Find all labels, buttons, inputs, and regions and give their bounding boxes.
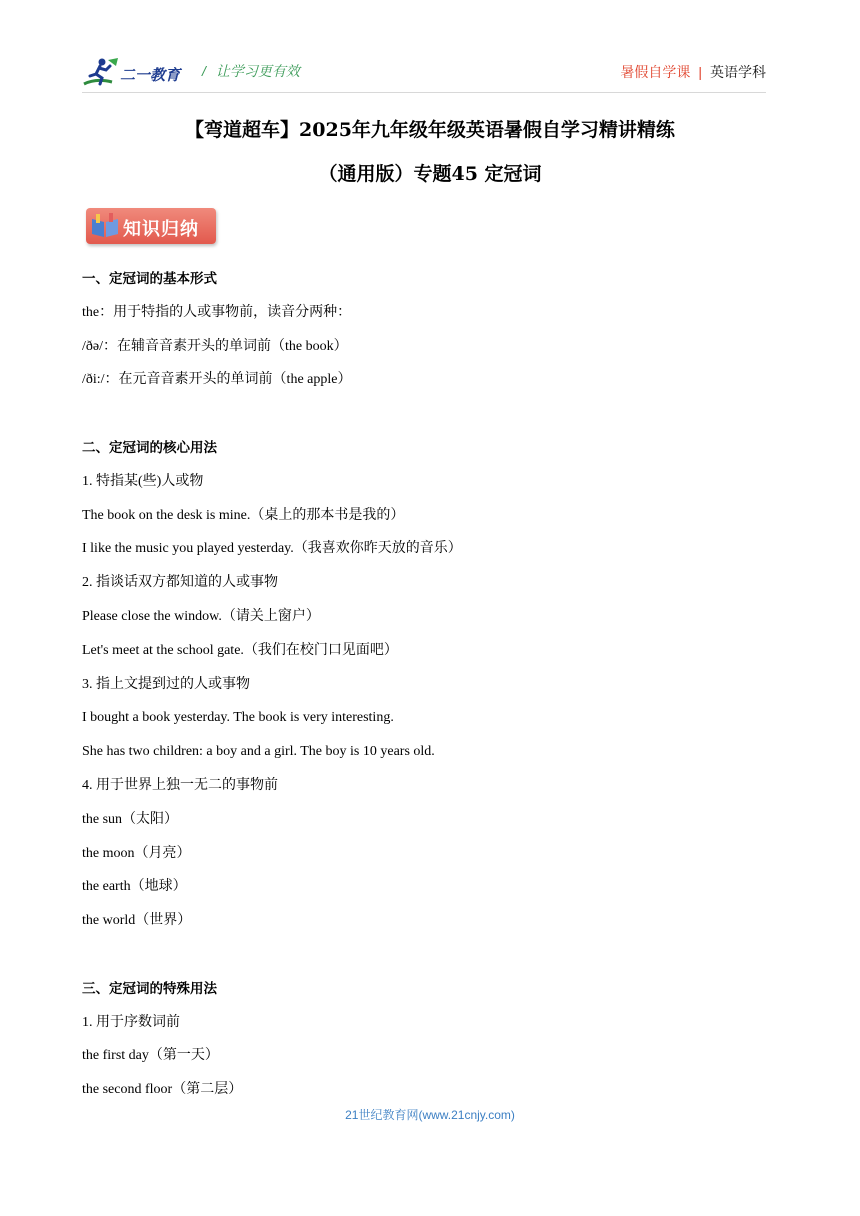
- text-line: 1. 用于序数词前: [82, 1014, 180, 1030]
- text-line: the earth（地球）: [82, 879, 187, 895]
- text-line: 2. 指谈话双方都知道的人或事物: [82, 575, 278, 591]
- text-line: /ðə/：在辅音音素开头的单词前（the book）: [82, 338, 348, 354]
- slogan-text: 让学习更有效: [215, 63, 300, 79]
- site-logo[interactable]: [82, 56, 192, 88]
- header-divider: |: [698, 64, 702, 80]
- section-heading: 三、定冠词的特殊用法: [82, 980, 217, 997]
- document-body: [82, 268, 772, 1113]
- text-line: the sun（太阳）: [82, 811, 179, 827]
- text-line: Please close the window.（请关上窗户）: [82, 608, 320, 624]
- text-line: 3. 指上文提到过的人或事物: [82, 676, 250, 692]
- text-line: 1. 特指某(些)人或物: [82, 473, 204, 489]
- blank-line: [82, 944, 772, 978]
- text-line: /ði:/：在元音音素开头的单词前（the apple）: [82, 372, 352, 388]
- text-line: the：用于特指的人或事物前，读音分两种：: [82, 304, 352, 320]
- course-label: 暑假自学课: [620, 64, 691, 80]
- slogan: / 让学习更有效: [202, 63, 300, 79]
- runner-logo-icon: [82, 56, 122, 88]
- text-line: 4. 用于世界上独一无二的事物前: [82, 777, 278, 793]
- text-line: the second floor（第二层）: [82, 1082, 243, 1098]
- text-line: The book on the desk is mine.（桌上的那本书是我的）: [82, 507, 405, 523]
- logo-text: 二一教育: [120, 67, 181, 84]
- section-heading: 一、定冠词的基本形式: [82, 271, 217, 287]
- badge-label: 知识归纳: [123, 219, 199, 240]
- text-line: the world（世界）: [82, 913, 192, 929]
- text-line: She has two children: a boy and a girl. The boy is 10 years old.: [82, 744, 435, 760]
- document-subtitle: （通用版）专题45 定冠词: [318, 163, 542, 185]
- header-divider-line: [82, 92, 766, 93]
- text-line: the moon（月亮）: [82, 845, 191, 861]
- text-line: I like the music you played yesterday.（我喜欢你昨天放的音乐）: [82, 541, 462, 557]
- subject-label: 英语学科: [710, 64, 766, 80]
- book-icon: [90, 213, 120, 239]
- text-line: Let's meet at the school gate.（我们在校门口见面吧）: [82, 642, 398, 658]
- blank-line: [82, 403, 772, 437]
- text-line: the first day（第一天）: [82, 1048, 219, 1064]
- text-line: I bought a book yesterday. The book is very interesting.: [82, 710, 394, 726]
- section-badge: [86, 208, 216, 244]
- section-heading: 二、定冠词的核心用法: [82, 439, 217, 456]
- page-header: [82, 56, 766, 92]
- header-course-info: [620, 62, 766, 82]
- page-footer[interactable]: 21世纪教育网(www.21cnjy.com): [345, 1108, 515, 1122]
- document-title: 【弯道超车】2025年九年级年级英语暑假自学习精讲精练: [185, 119, 675, 141]
